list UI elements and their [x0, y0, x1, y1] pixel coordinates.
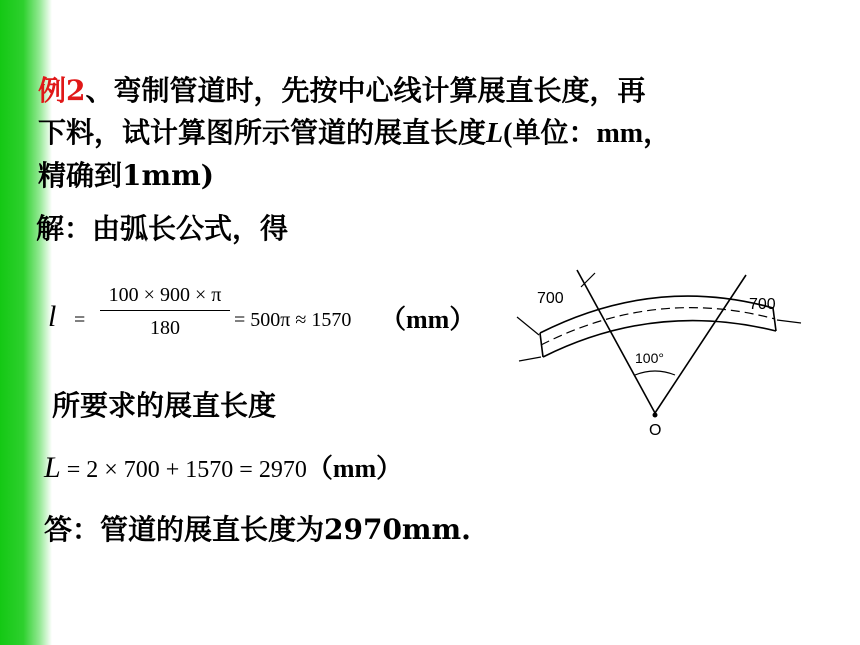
right-dim-arrow: [777, 320, 801, 323]
formula-fraction: [100, 284, 230, 340]
left-dim-arrow-2: [519, 357, 541, 361]
total-length-formula: [44, 448, 402, 485]
answer-text: 答：管道的展直长度为2970mm.: [44, 513, 471, 546]
center-label: O: [649, 422, 662, 439]
left-dim-arrow: [517, 317, 539, 335]
formula-lhs: l: [48, 300, 57, 333]
total-length-heading: 所要求的展直长度: [52, 389, 277, 422]
pipe-left-end: [540, 333, 543, 357]
radius-left: [577, 270, 655, 413]
problem-line-2: 下料，试计算图所示管道的展直长度L(单位：mm，: [38, 116, 672, 149]
problem-line-3: 精确到1mm): [38, 159, 214, 192]
formula-result: = 500π ≈ 1570: [234, 309, 352, 331]
formula-equals: =: [74, 309, 86, 331]
formula2-result: = 2 × 700 + 1570 = 2970: [60, 457, 307, 483]
formula-unit: （mm）: [380, 305, 476, 334]
pipe-center-line: [541, 308, 775, 345]
example-tag: 例2: [38, 74, 86, 107]
problem-statement: [38, 70, 808, 197]
fraction-denominator: 180: [150, 317, 180, 339]
right-length-label: 700: [749, 296, 776, 313]
angle-arc: [635, 371, 675, 375]
left-length-label: 700: [537, 290, 564, 307]
formula2-unit: （mm）: [306, 454, 403, 483]
center-point: [653, 413, 658, 418]
fraction-numerator: 100 × 900 × π: [100, 284, 230, 311]
formula2-lhs: L: [44, 451, 61, 484]
angle-label: 100°: [635, 350, 664, 366]
pipe-outer-arc: [540, 296, 773, 333]
problem-line-1: 例2、弯制管道时，先按中心线计算展直长度，再: [38, 74, 646, 107]
solution-intro: 解：由弧长公式，得: [36, 212, 289, 245]
pipe-diagram: [505, 265, 820, 445]
